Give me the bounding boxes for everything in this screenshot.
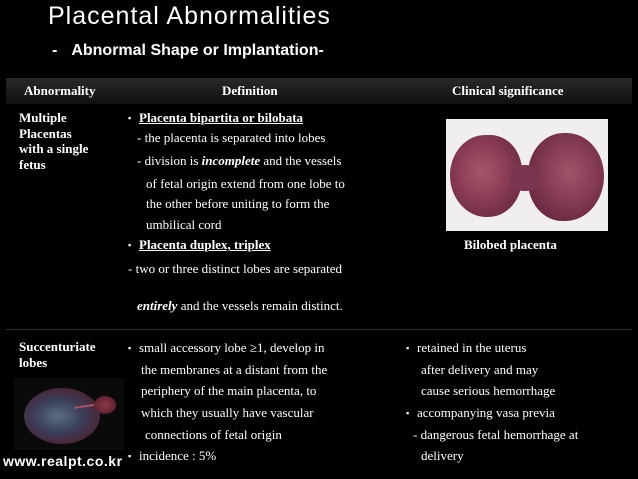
succenturiate-lobe-image <box>14 378 124 450</box>
definition-text: and the vessels remain distinct. <box>180 298 343 313</box>
bullet-icon: ▪ <box>406 408 410 418</box>
bullet-icon: ▪ <box>406 343 410 353</box>
slide-title: Placental Abnormalities <box>48 2 331 30</box>
definition-line: - two or three distinct lobes are separated <box>128 261 343 276</box>
definition-line: periphery of the main placenta, to <box>141 383 317 398</box>
definition-line <box>128 340 324 356</box>
definition-line: umbilical cord <box>146 217 222 232</box>
definition-text: - division is <box>137 153 199 168</box>
clinical-text: retained in the uterus <box>417 340 527 355</box>
definition-text: and the vessels <box>263 153 342 168</box>
subtitle-text: Abnormal Shape or Implantation- <box>71 42 324 59</box>
watermark-text: www.realpt.co.kr <box>3 453 123 469</box>
bipartita-title: Placenta bipartita or bilobata <box>139 110 304 125</box>
row1-abnormality <box>19 110 88 172</box>
row1-abnormality-line: Placentas <box>19 125 72 141</box>
row2-abnormality-line: lobes <box>19 354 48 370</box>
placenta-isthmus <box>510 165 540 191</box>
bullet-icon: ▪ <box>128 343 132 353</box>
bullet-icon: ▪ <box>128 113 132 123</box>
header-definition: Definition <box>222 83 278 98</box>
row1-abnormality-line: fetus <box>19 156 46 172</box>
row-divider <box>6 329 632 330</box>
main-placenta <box>24 388 100 444</box>
bilobed-placenta-caption: Bilobed placenta <box>464 237 557 252</box>
row1-abnormality-line: with a single <box>19 141 89 156</box>
definition-line: which they usually have vascular <box>141 405 314 420</box>
clinical-line: delivery <box>421 448 464 463</box>
definition-line: the other before uniting to form the <box>146 196 330 211</box>
definition-text: incidence : 5% <box>139 448 217 463</box>
definition-line <box>137 298 343 314</box>
clinical-line <box>406 405 555 421</box>
duplex-heading <box>128 237 271 253</box>
clinical-text: accompanying vasa previa <box>417 405 555 420</box>
clinical-line: - dangerous fetal hemorrhage at <box>413 427 579 442</box>
definition-line: connections of fetal origin <box>145 427 282 442</box>
subtitle-dash: - <box>52 42 58 59</box>
definition-line: of fetal origin extend from one lobe to <box>146 176 345 191</box>
clinical-line <box>406 340 526 356</box>
header-clinical-significance: Clinical significance <box>452 83 564 98</box>
definition-line: - the placenta is separated into lobes <box>137 130 326 145</box>
bullet-icon: ▪ <box>128 240 132 250</box>
clinical-line: cause serious hemorrhage <box>421 383 556 398</box>
definition-emphasis: entirely <box>137 298 178 313</box>
row2-abnormality <box>19 339 96 370</box>
clinical-line: after delivery and may <box>421 362 539 377</box>
row1-abnormality-line: Multiple <box>19 110 67 125</box>
accessory-lobe <box>94 396 116 414</box>
row2-abnormality-line: Succenturiate <box>19 339 96 354</box>
definition-text: small accessory lobe ≥1, develop in <box>139 340 325 355</box>
definition-line <box>128 448 216 464</box>
definition-line <box>137 153 341 169</box>
definition-line: the membranes at a distant from the <box>141 362 328 377</box>
slide-subtitle <box>52 42 324 60</box>
header-abnormality: Abnormality <box>24 83 96 98</box>
duplex-title: Placenta duplex, triplex <box>139 237 271 252</box>
bipartita-heading <box>128 110 303 126</box>
definition-emphasis: incomplete <box>201 153 261 168</box>
bilobed-placenta-image <box>446 119 608 231</box>
bullet-icon: ▪ <box>128 451 132 461</box>
